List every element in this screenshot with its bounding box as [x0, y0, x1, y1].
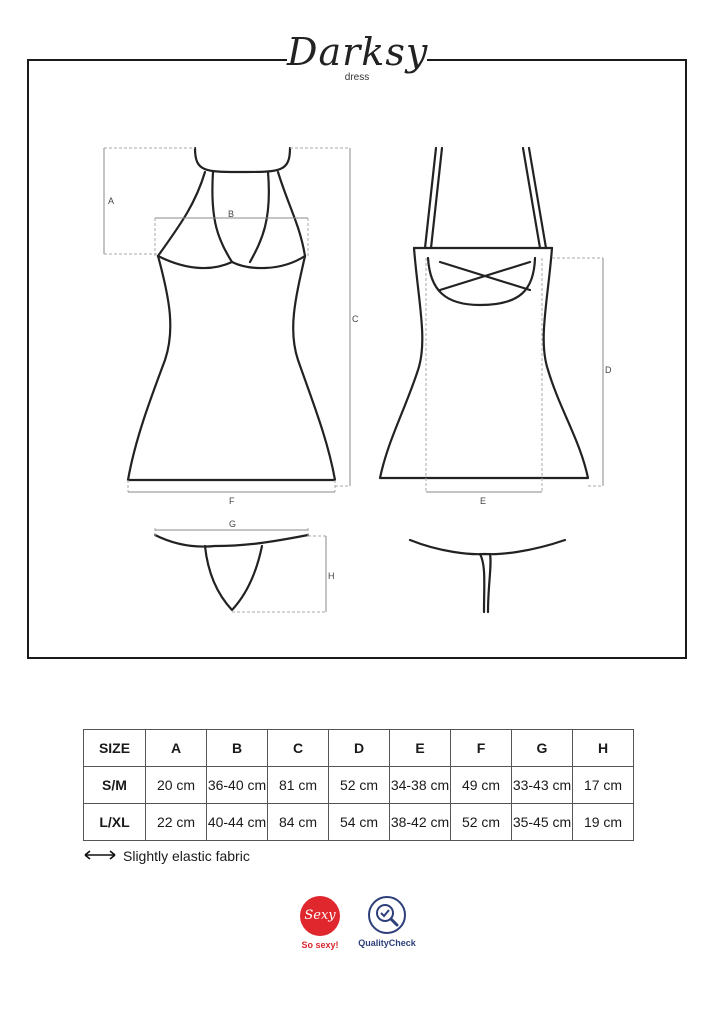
- table-cell: 54 cm: [329, 804, 390, 841]
- table-header-row: [84, 730, 634, 767]
- table-cell: 52 cm: [329, 767, 390, 804]
- table-header: H: [573, 730, 634, 767]
- table-header: G: [512, 730, 573, 767]
- table-cell: S/M: [84, 767, 146, 804]
- table-cell: 52 cm: [451, 804, 512, 841]
- fabric-note: [83, 848, 250, 864]
- dress-front-outline: [128, 148, 335, 480]
- thong-front-outline: [155, 535, 308, 610]
- table-cell: 34-38 cm: [390, 767, 451, 804]
- quality-check-caption: QualityCheck: [358, 938, 416, 948]
- so-sexy-caption: So sexy!: [301, 940, 339, 950]
- table-header: SIZE: [84, 730, 146, 767]
- table-row: [84, 804, 634, 841]
- table-cell: 38-42 cm: [390, 804, 451, 841]
- dim-label-h: H: [328, 571, 335, 581]
- table-cell: 36-40 cm: [207, 767, 268, 804]
- dim-label-a: A: [108, 196, 115, 206]
- table-header: A: [146, 730, 207, 767]
- table-header: B: [207, 730, 268, 767]
- table-cell: 49 cm: [451, 767, 512, 804]
- sexy-logo: Sexy: [300, 896, 340, 936]
- brand-subtitle: dress: [344, 72, 370, 83]
- table-cell: 20 cm: [146, 767, 207, 804]
- table-row: [84, 767, 634, 804]
- table-header: F: [451, 730, 512, 767]
- table-header: D: [329, 730, 390, 767]
- fabric-note-text: Slightly elastic fabric: [123, 848, 250, 864]
- table-cell: 81 cm: [268, 767, 329, 804]
- magnifier-check-icon: [368, 896, 406, 934]
- table-cell: 84 cm: [268, 804, 329, 841]
- dim-label-g: G: [229, 519, 237, 529]
- table-cell: 17 cm: [573, 767, 634, 804]
- dim-label-d: D: [605, 365, 612, 375]
- brand-logo: [287, 30, 427, 100]
- so-sexy-badge: [296, 896, 344, 950]
- table-cell: L/XL: [84, 804, 146, 841]
- dim-label-e: E: [480, 496, 487, 506]
- table-cell: 40-44 cm: [207, 804, 268, 841]
- thong-back-outline: [410, 540, 565, 612]
- double-arrow-icon: [83, 848, 117, 864]
- brand-name: Darksy: [287, 30, 429, 74]
- table-header: C: [268, 730, 329, 767]
- table-cell: 35-45 cm: [512, 804, 573, 841]
- dim-label-f: F: [229, 496, 235, 506]
- table-cell: 19 cm: [573, 804, 634, 841]
- dim-label-c: C: [352, 314, 359, 324]
- table-header: E: [390, 730, 451, 767]
- size-table: [83, 729, 634, 841]
- dim-label-b: B: [228, 209, 235, 219]
- table-cell: 33-43 cm: [512, 767, 573, 804]
- table-cell: 22 cm: [146, 804, 207, 841]
- dress-back-outline: [380, 148, 588, 478]
- quality-check-badge: [356, 896, 418, 948]
